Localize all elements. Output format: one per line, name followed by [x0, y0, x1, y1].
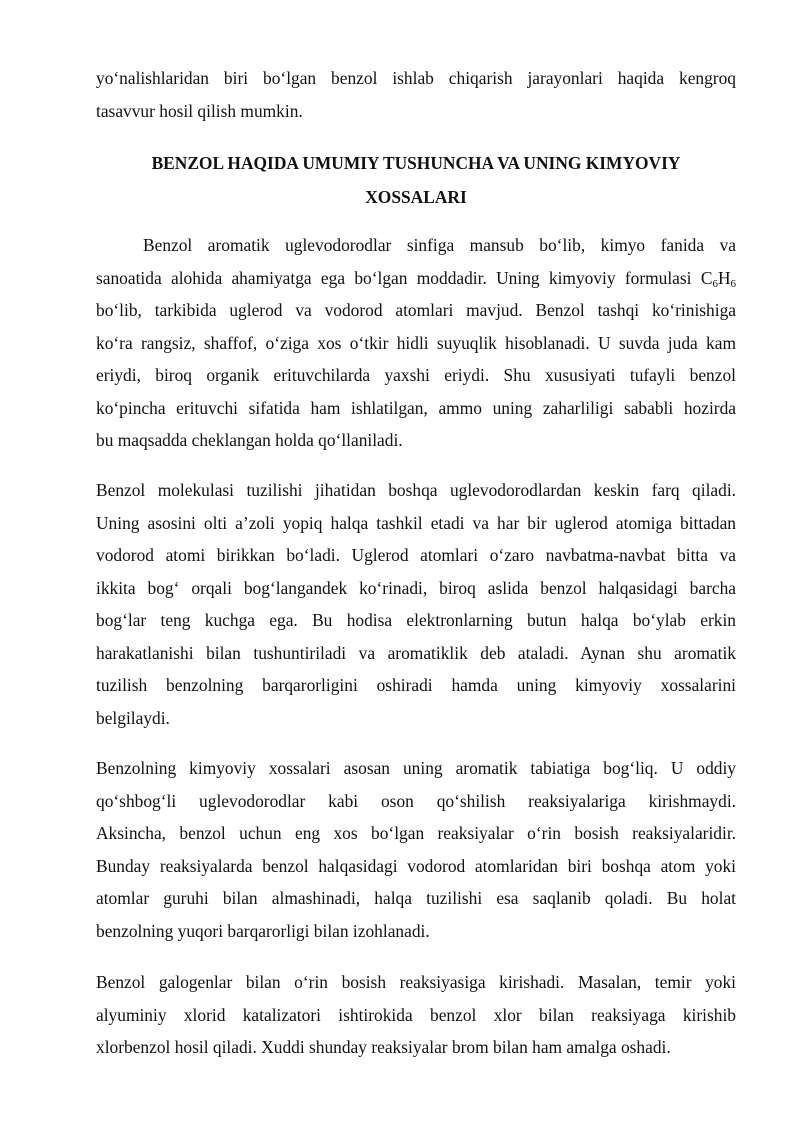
- text-line: Bunday reaksiyalarda benzol halqasidagi vodorod atomlaridan biri boshqa atom yoki: [96, 855, 736, 876]
- text-line-with-formula: [96, 262, 736, 295]
- paragraph-3: [96, 752, 736, 947]
- text-line: belgilaydi.: [96, 707, 170, 728]
- paragraph-4: [96, 966, 736, 1064]
- text-line: Benzolning kimyoviy xossalari asosan uning aromatik tabiatiga bog‘liq. U oddiy: [96, 758, 736, 778]
- text-line: Benzol aromatik uglevodorodlar sinfiga mansub bo‘lib, kimyo fanida va: [143, 235, 736, 255]
- text-line: ko‘pincha erituvchi sifatida ham ishlatilgan, ammo uning zaharliligi sababli hozirda: [96, 397, 736, 418]
- section-heading: [96, 146, 736, 214]
- text-line: ko‘ra rangsiz, shaffof, o‘ziga xos o‘tkir hidli suyuqlik hisoblanadi. U suvda juda kam: [96, 332, 736, 353]
- text-line: Benzol galogenlar bilan o‘rin bosish reaksiyasiga kirishadi. Masalan, temir yoki: [96, 972, 736, 992]
- text-line: qo‘shbog‘li uglevodorodlar kabi oson qo‘shilish reaksiyalariga kirishmaydi.: [96, 790, 736, 811]
- text-line: yo‘nalishlaridan biri bo‘lgan benzol ishlab chiqarish jarayonlari haqida kengroq: [96, 68, 736, 88]
- text-line: Benzol molekulasi tuzilishi jihatidan boshqa uglevodorodlardan keskin farq qiladi.: [96, 480, 736, 500]
- intro-paragraph: [96, 62, 736, 127]
- text-line: vodorod atomi birikkan bo‘ladi. Uglerod atomlari o‘zaro navbatma-navbat bitta va: [96, 545, 736, 565]
- text-line: xlorbenzol hosil qiladi. Xuddi shunday reaksiyalar brom bilan ham amalga oshadi.: [96, 1037, 671, 1057]
- text-line: bog‘lar teng kuchga ega. Bu hodisa elektronlarning butun halqa bo‘ylab erkin: [96, 610, 736, 630]
- paragraph-2: [96, 474, 736, 734]
- heading-line: BENZOL HAQIDA UMUMIY TUSHUNCHA VA UNING KIMYOVIY: [151, 153, 681, 173]
- text-line: Uning asosini olti a’zoli yopiq halqa tashkil etadi va har bir uglerod atomiga bittadan: [96, 512, 736, 533]
- paragraph-1: [96, 229, 736, 457]
- text-line: eriydi, biroq organik erituvchilarda yaxshi eriydi. Shu xususiyati tufayli benzol: [96, 365, 736, 385]
- text-line: harakatlanishi bilan tushuntiriladi va aromatiklik deb ataladi. Aynan shu aromatik: [96, 642, 736, 663]
- text-line: atomlar guruhi bilan almashinadi, halqa tuzilishi esa saqlanib qoladi. Bu holat: [96, 888, 736, 908]
- text-line: Aksincha, benzol uchun eng xos bo‘lgan reaksiyalar o‘rin bosish reaksiyalaridir.: [96, 823, 736, 843]
- text-line: tuzilish benzolning barqarorligini oshiradi hamda uning kimyoviy xossalarini: [96, 675, 736, 695]
- text-line: bo‘lib, tarkibida uglerod va vodorod atomlari mavjud. Benzol tashqi ko‘rinishiga: [96, 300, 736, 320]
- text-line: benzolning yuqori barqarorligi bilan izohlanadi.: [96, 920, 430, 941]
- text-segment: sanoatida alohida ahamiyatga ega bo‘lgan moddadir. Uning kimyoviy formulasi: [96, 267, 692, 288]
- text-line: alyuminiy xlorid katalizatori ishtirokida benzol xlor bilan reaksiyaga kirishib: [96, 1004, 736, 1025]
- benzene-formula: $C_6H_6$: [700, 267, 736, 290]
- text-line: ikkita bog‘ orqali bog‘langandek ko‘rinadi, biroq aslida benzol halqasidagi barcha: [96, 577, 736, 598]
- text-line: tasavvur hosil qilish mumkin.: [96, 100, 303, 121]
- heading-line: XOSSALARI: [365, 187, 467, 207]
- text-line: bu maqsadda cheklangan holda qo‘llaniladi.: [96, 430, 403, 450]
